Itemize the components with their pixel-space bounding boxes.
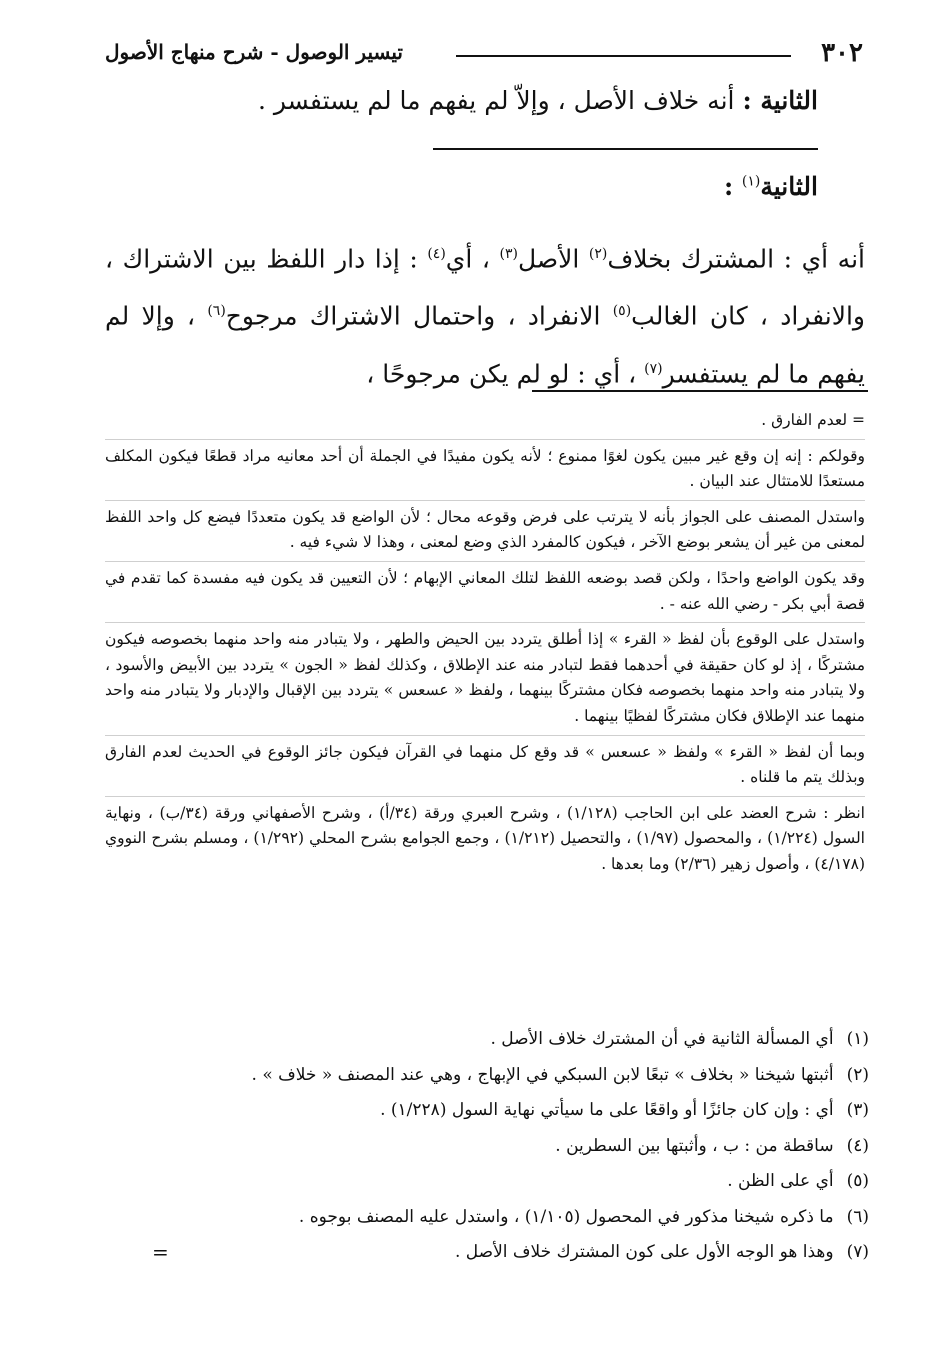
footnote-text: ساقطة من : ب ، وأثبتها بين السطرين . — [555, 1135, 834, 1156]
footnote-item — [99, 1200, 869, 1236]
footnote-number: (٢) — [846, 1064, 869, 1085]
section-colon: : — [723, 172, 742, 201]
footnote-number: (٧) — [846, 1242, 869, 1262]
footnote-item — [99, 1129, 869, 1165]
footnote-item — [99, 1235, 869, 1271]
footnote-ref: (٦) — [207, 303, 226, 320]
footnote-number: (٤) — [846, 1135, 869, 1156]
main-text-segment: ، أي : لو لم يكن مرجوحًا ، — [366, 358, 645, 388]
footnote-number: (٦) — [846, 1206, 869, 1227]
commentary-paragraph: = لعدم الفارق . — [105, 408, 865, 440]
footnote-ref: (٣) — [499, 246, 518, 262]
quoted-matn-label: الثانية : — [742, 86, 818, 115]
footnote-item — [99, 1058, 869, 1094]
commentary-paragraph: واستدل المصنف على الجواز بأنه لا يترتب على فرض وقوعه محال ؛ لأن الواضع قد يكون متعددًا فيضع كل واحد اللفظ لمعنى من غير أن يشعر بوضع الآخر ، فيكون كالمفرد الذي وضع لمعنى ، وهذا لا شيء فيه . — [105, 505, 865, 562]
footnote-ref: (١) — [741, 173, 761, 190]
footnote-ref: (٥) — [612, 303, 632, 320]
main-text-segment: أنه أي : المشترك بخلاف — [607, 244, 865, 274]
commentary-paragraph: وقد يكون الواضع واحدًا ، ولكن قصد بوضعه اللفظ لتلك المعاني الإبهام ؛ لأن التعيين قد يكون فيه مفسدة كما تقدم في قصة أبي بكر - رضي الله عنه - . — [105, 566, 865, 623]
footnote-ref: (٧) — [644, 360, 663, 377]
footnote-number: (٥) — [846, 1171, 869, 1191]
footnote-number: (٣) — [846, 1100, 869, 1120]
main-text-segment: ، وإلا لم يفهم ما لم يستفسر — [105, 301, 865, 388]
footnote-item — [99, 1093, 869, 1129]
main-text-segment: : إذا دار اللفظ بين الاشتراك ، والانفراد ، كان الغالب — [105, 244, 865, 331]
running-title: تيسير الوصول - شرح منهاج الأصول — [105, 40, 403, 64]
footnote-text: أي : وإن كان جائزًا أو واقعًا على ما سيأتي نهاية السول (١/٢٢٨) . — [380, 1100, 834, 1120]
footnote-text: أثبتها شيخنا « بخلاف » تبعًا لابن السبكي في الإبهاج ، وهي عند المصنف « خلاف » . — [251, 1064, 834, 1085]
footnote-item — [99, 1022, 869, 1058]
main-text-segment: الانفراد ، واحتمال الاشتراك مرجوح — [225, 301, 613, 331]
section-title: الثانية — [760, 172, 818, 201]
main-text-segment: ، أي — [445, 244, 500, 274]
commentary-paragraph: وبما أن لفظ « القرء » ولفظ « عسعس » قد وقع كل منهما في القرآن فيكون جائز الوقوع في الحديث لعدم الفارق وبذلك يتم ما قلناه . — [105, 740, 865, 797]
footnote-text: ما ذكره شيخنا مذكور في المحصول (١/١٠٥) ، واستدل عليه المصنف بوجوه . — [298, 1206, 834, 1227]
footnotes — [99, 1022, 869, 1271]
commentary — [105, 408, 865, 887]
quoted-matn-text: أنه خلاف الأصل ، وإلاّ لم يفهم ما لم يستفسر . — [257, 86, 743, 115]
header-rule — [456, 55, 791, 57]
section-heading — [724, 172, 818, 201]
quoted-matn-line — [258, 86, 818, 115]
footnote-text: أي على الظن . — [727, 1171, 834, 1191]
section-rule — [433, 148, 818, 150]
page-number: ٣٠٢ — [821, 38, 863, 68]
continuation-mark: = — [152, 1240, 169, 1264]
commentary-paragraph: واستدل على الوقوع بأن لفظ « القرء » إذا أطلق يتردد بين الحيض والطهر ، ولا يتبادر منه واحد منهما بخصوصه فيكون مشتركًا ، إذ لو كان حقيقة في أحدهما فقط لتبادر منه عند الإطلاق ، وكذلك لفظ « الجون » يتردد بين الأبيض والأسود ، ولا يتبادر منه واحد منهما بخصوصه فكان مشتركًا بينهما ، ولفظ « عسعس » يتردد بين الإقبال والإدبار ولا يتبادر منه واحد منهما عند الإطلاق فكان مشتركًا لفظيًا بينهما . — [105, 627, 865, 735]
footnote-ref: (٢) — [588, 246, 608, 262]
footnote-item — [99, 1164, 869, 1200]
footnote-number: (١) — [846, 1029, 869, 1049]
footnote-text: وهذا هو الوجه الأول على كون المشترك خلاف الأصل . — [454, 1242, 834, 1262]
footnote-ref: (٤) — [427, 246, 446, 262]
references-paragraph: انظر : شرح العضد على ابن الحاجب (١/١٢٨) ، وشرح العبري ورقة (٣٤/أ) ، وشرح الأصفهاني ورقة (٣٤/ب) ، ونهاية السول (١/٢٢٤) ، والمحصول (١/٩٧) ، والتحصيل (١/٢١٢) ، وجمع الجوامع بشرح المحلي (١/٢٩٢) ، ومسلم بشرح النووي (٤/١٧٨) ، وأصول زهير (٢/٣٦) وما بعدها . — [105, 803, 865, 873]
commentary-paragraph: وقولكم : إنه إن وقع غير مبين يكون لغوًا ممنوع ؛ لأنه يكون مفيدًا في الجملة أن أحد معانيه مراد قطعًا فيكون المكلف مستعدًا للامتثال عند البيان . — [105, 444, 865, 501]
main-text-segment: الأصل — [517, 244, 589, 274]
footnote-rule — [532, 390, 868, 392]
footnote-text: أي المسألة الثانية في أن المشترك خلاف الأصل . — [490, 1029, 834, 1049]
main-text — [105, 228, 865, 400]
page-header — [105, 38, 863, 74]
